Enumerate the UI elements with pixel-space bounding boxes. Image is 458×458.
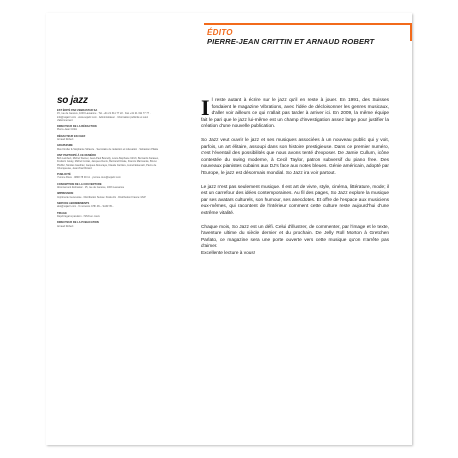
paragraph-text: l reste autant à écrire sur le jazz qu'il en reste à jouer. En 1991, des Suisses fondaient le magazine Vibrations, avec l'idée de décloisonner les genres musicaux, d'aller voir ailleurs ce qui n'allait pas tarder à arriver ici. En 2009, la même équipe fait le pari que le jazz lui-même est un champ d'investigation assez large pour justifier la création d'une nouvelle publication.	[201, 98, 389, 130]
masthead-text: Arnaud Robert	[57, 224, 74, 228]
masthead-block	[57, 109, 160, 122]
masthead-heading: TIRAGE	[57, 211, 67, 215]
masthead-block	[57, 192, 160, 199]
authors-byline: PIERRE-JEAN CRITTIN ET ARNAUD ROBERT	[207, 37, 375, 46]
masthead-block	[57, 135, 160, 142]
masthead-sidebar	[57, 95, 160, 231]
masthead-text: Arnaud Robert	[57, 138, 74, 142]
masthead-text: Abonnement Zebrastar · 15, rue de Genève, 1003 Lausanne	[57, 186, 125, 190]
masthead-heading: GRAPHISME	[57, 144, 73, 148]
masthead-text: 15, rue de Genève, 1003 Lausanne · Tél. +41 21 311 77 22 · Fax +41 21 311 77 77 · info@sojazz.com · www.sojazz.com · Administrateur · Information publicité et suivi d'abonnement	[57, 112, 151, 122]
masthead-text: Pierre-Jean Crittin	[57, 128, 78, 132]
masthead-heading: SERVICE ABONNEMENTS	[57, 201, 90, 205]
masthead-heading: IMPRESSION	[57, 192, 74, 196]
section-label: ÉDITO	[207, 28, 233, 37]
article-paragraph	[201, 95, 389, 131]
article-paragraph: Chaque mois, So Jazz est un défi. Celui d'illustrer, de commenter, par l'image et le texte, l'aventure ultime du siècle dernier et du prochain. De Jelly Roll Morton à Gretchen Parlato, ce magazine sera une porte ouverte vers cette musique qu'on n'arrête pas d'aimer.	[201, 224, 389, 250]
header-accent-corner	[410, 23, 412, 41]
masthead-block	[57, 173, 160, 180]
masthead-text: Yvonne Roux · 0848 78 00 11 · yvonne.roux@sojazz.com	[57, 176, 121, 180]
masthead-heading: PUBLICITÉ	[57, 173, 71, 177]
masthead-text: Imprimerie Genevoise · Distribution Suisse: Kiosk AG · Distribution France: MLP	[57, 195, 146, 199]
masthead-heading: ONT PARTICIPÉ À CE NUMÉRO	[57, 153, 97, 157]
article-paragraph: Le jazz n'est pas seulement musique. Il est art de vivre, style, cinéma, littérature, mode; il est un carrefour des idées contemporaines. Au fil des pages, So Jazz explore la musique par ses avatars culturels, son humour, ses anecdotes. Et offre de l'espace aux musiciens eux-mêmes, qui racontent de l'intérieur comment cette culture reste aujourd'hui d'une extrême vitalité.	[201, 184, 389, 216]
masthead-block	[57, 212, 160, 219]
masthead-text: Dépôt légal à parution · ISSN en cours	[57, 214, 100, 218]
editorial-article	[201, 95, 389, 257]
masthead-heading: EST ÉDITÉ PAR ZEBRASTAR SA	[57, 109, 98, 112]
masthead-block	[57, 125, 160, 132]
masthead-text: Max Kindler & Stéphanie Sirlauze · Secrétaire de rédaction et indexation · Sébastien Pilatte	[57, 147, 159, 151]
masthead-heading: RÉDACTEUR EN CHEF	[57, 134, 86, 138]
drop-cap: I	[201, 95, 210, 120]
masthead-heading: DIRECTEUR DE LA PUBLICATION	[57, 221, 99, 225]
masthead-block	[57, 221, 160, 228]
article-paragraph: So Jazz veut ouvrir le jazz et ses musiques associées à un nouveau public qui y voit, parfois, un art élitaire, assoupi dans son histoire prestigieuse. Dans ce premier numéro, c'est l'éventail des possibilités que nous avons tenté d'exposer. De Jamie Cullum, icône contestée du swing moderne, à Cecil Taylor, patron subversif du piano free. Des nouveaux pianistes cubains aux DJ's face aux notes bleues. Génie américain, adopté par l'Europe, le jazz est désormais mondial. So Jazz ira voir partout.	[201, 137, 389, 176]
header-accent-rule	[204, 23, 412, 25]
masthead-block	[57, 202, 160, 209]
magazine-page	[46, 13, 412, 445]
masthead-heading: DIRECTEUR DE LA RÉDACTION	[57, 125, 97, 129]
article-signoff: Excellente lecture à vous!	[201, 250, 256, 256]
masthead-block	[57, 183, 160, 190]
sojazz-logo: so jazz	[57, 95, 88, 106]
masthead-heading: CONCEPTION DE LA COUVERTURE	[57, 182, 102, 186]
masthead-text: abo@sojazz.com · 6 numéros CHF 48.- / EUR 35.-	[57, 205, 114, 209]
masthead-text: Bob Lambert, Michel Steiner, Jean-Paul Bourelly, Louis-Stéphane Ulrich, Bernardo Karasec, Frédéric Goaty, Michel Contat, Jacques Denis, Bertrand Dicale, Francis Marmande, Bruno Pfeiffer, Nicolas Gauthier, Jacques Aboucaya, Claude Carrière, Lionel Eskenazi, Pierre de Chocqueuse, Jean-Paul Ricard	[57, 157, 159, 170]
masthead-block	[57, 154, 160, 170]
masthead-block	[57, 144, 160, 151]
